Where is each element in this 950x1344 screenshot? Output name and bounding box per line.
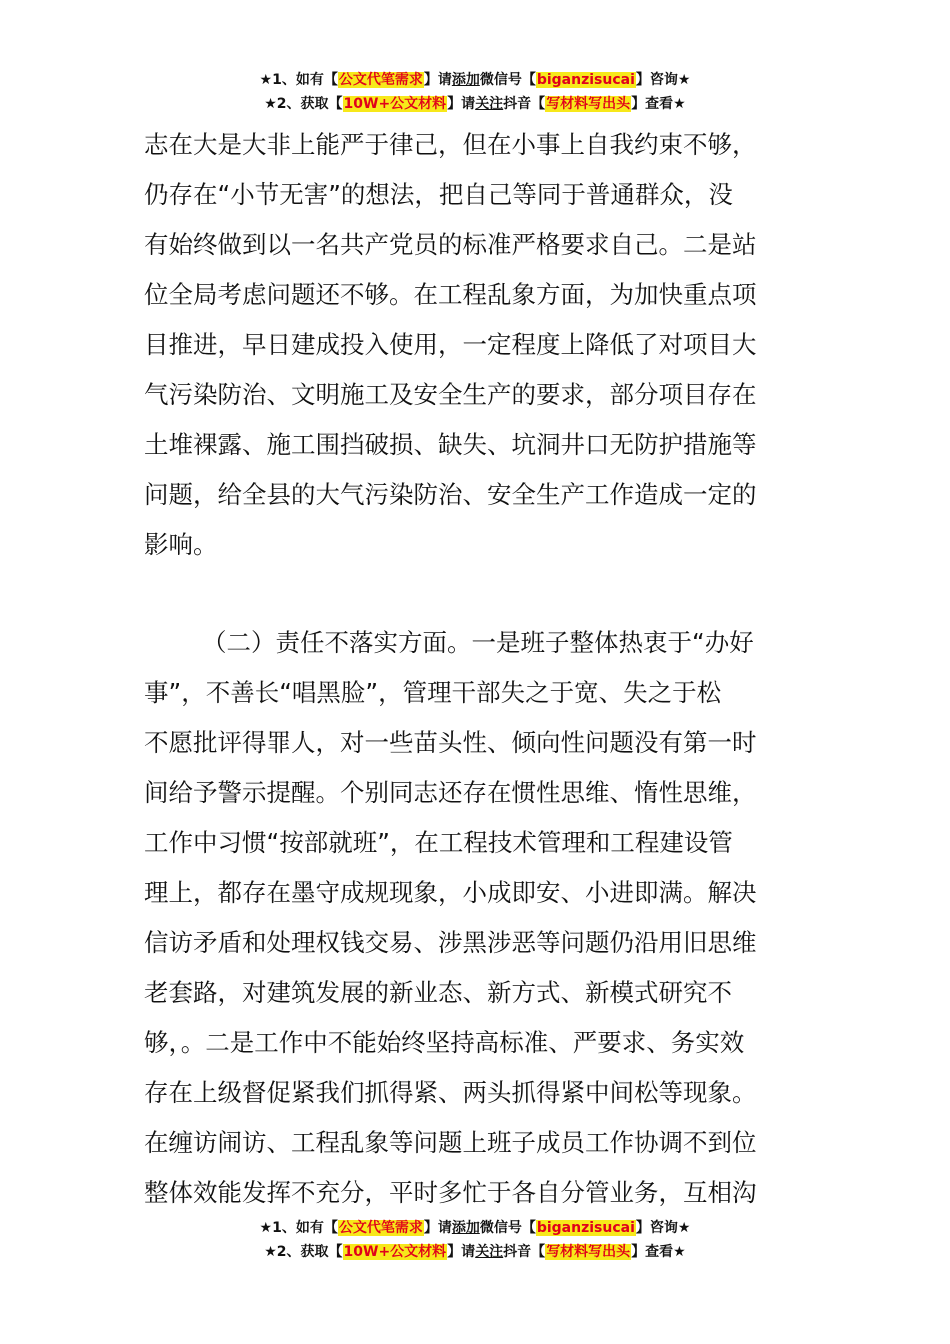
- header-line-2-prefix: ★2、获取【: [264, 96, 343, 112]
- header-line-1: [0, 68, 950, 92]
- paragraph-1-line: 仍存在“小节无害”的想法，把自己等同于普通群众，没: [144, 180, 733, 209]
- footer-line-2: [0, 1240, 950, 1264]
- footer-line-2-highlight-account: 写材料写出头: [546, 1244, 631, 1260]
- paragraph-2-line: 够，。二是工作中不能始终坚持高标准、严要求、务实效: [144, 1028, 745, 1057]
- header-line-2-highlight-materials: 10W+公文材料: [343, 96, 447, 112]
- footer-line-2-prefix: ★2、获取【: [264, 1244, 343, 1260]
- footer-line-1-highlight-service: 公文代笔需求: [338, 1220, 423, 1236]
- header-line-2-suffix: 】查看★: [631, 96, 686, 112]
- footer-banner: [0, 1216, 950, 1264]
- paragraph-2-line: 存在上级督促紧我们抓得紧、两头抓得紧中间松等现象。: [144, 1078, 757, 1107]
- footer-line-1-highlight-wechat-id: biganzisucai: [536, 1220, 635, 1236]
- paragraph-2-line: 信访矛盾和处理权钱交易、涉黑涉恶等问题仍沿用旧思维: [144, 928, 757, 957]
- paragraph-2-line: 在缠访闹访、工程乱象等问题上班子成员工作协调不到位: [144, 1128, 757, 1157]
- paragraph-2-line: 事”，不善长“唱黑脸”，管理干部失之于宽、失之于松: [144, 678, 722, 707]
- header-line-2-text: 】请: [447, 96, 476, 112]
- header-line-1-text: 】请: [423, 72, 452, 88]
- paragraph-2-first-line: （二）责任不落实方面。一是班子整体热衷于“办好: [202, 628, 754, 657]
- footer-line-1-underlined: 添加: [451, 1220, 480, 1236]
- paragraph-1-line: 影响。: [144, 530, 218, 559]
- paragraph-2-line: 工作中习惯“按部就班”，在工程技术管理和工程建设管: [144, 828, 733, 857]
- header-line-2-underlined: 关注: [475, 96, 504, 112]
- footer-line-2-text-2: 抖音【: [503, 1244, 546, 1260]
- paragraph-1-line: 位全局考虑问题还不够。在工程乱象方面，为加快重点项: [144, 280, 757, 309]
- header-line-1-highlight-service: 公文代笔需求: [338, 72, 423, 88]
- footer-line-1-prefix: ★1、如有【: [259, 1220, 338, 1236]
- paragraph-1-line: 气污染防治、文明施工及安全生产的要求，部分项目存在: [144, 380, 757, 409]
- paragraph-2-line: 间给予警示提醒。个别同志还存在惯性思维、惰性思维，: [144, 778, 757, 807]
- footer-line-2-underlined: 关注: [475, 1244, 504, 1260]
- header-line-1-text-2: 微信号【: [479, 72, 536, 88]
- header-line-2-highlight-account: 写材料写出头: [546, 96, 631, 112]
- paragraph-2-line: 老套路，对建筑发展的新业态、新方式、新模式研究不: [144, 978, 732, 1007]
- paragraph-1-line: 目推进，早日建成投入使用，一定程度上降低了对项目大: [144, 330, 757, 359]
- header-banner: [0, 68, 950, 116]
- header-line-1-highlight-wechat-id: biganzisucai: [536, 72, 635, 88]
- paragraph-2-line: 不愿批评得罪人，对一些苗头性、倾向性问题没有第一时: [144, 728, 757, 757]
- header-line-1-prefix: ★1、如有【: [259, 72, 338, 88]
- paragraph-1-line: 有始终做到以一名共产党员的标准严格要求自己。二是站: [144, 230, 757, 259]
- footer-line-1-text: 】请: [423, 1220, 452, 1236]
- paragraph-1-line: 志在大是大非上能严于律己，但在小事上自我约束不够，: [144, 130, 757, 159]
- paragraph-2-line: 理上，都存在墨守成规现象，小成即安、小进即满。解决: [144, 878, 757, 907]
- footer-line-1: [0, 1216, 950, 1240]
- paragraph-2: [144, 618, 808, 1218]
- paragraph-1-line: 土堆裸露、施工围挡破损、缺失、坑洞井口无防护措施等: [144, 430, 757, 459]
- header-line-2-text-2: 抖音【: [503, 96, 546, 112]
- header-line-1-underlined: 添加: [451, 72, 480, 88]
- paragraph-2-line: 整体效能发挥不充分，平时多忙于各自分管业务，互相沟: [144, 1178, 757, 1207]
- header-line-1-suffix: 】咨询★: [635, 72, 691, 88]
- footer-line-2-suffix: 】查看★: [631, 1244, 686, 1260]
- paragraph-1-line: 问题，给全县的大气污染防治、安全生产工作造成一定的: [144, 480, 757, 509]
- footer-line-2-highlight-materials: 10W+公文材料: [343, 1244, 447, 1260]
- header-line-2: [0, 92, 950, 116]
- footer-line-2-text: 】请: [447, 1244, 476, 1260]
- footer-line-1-text-2: 微信号【: [479, 1220, 536, 1236]
- footer-line-1-suffix: 】咨询★: [635, 1220, 691, 1236]
- paragraph-1: [144, 120, 808, 570]
